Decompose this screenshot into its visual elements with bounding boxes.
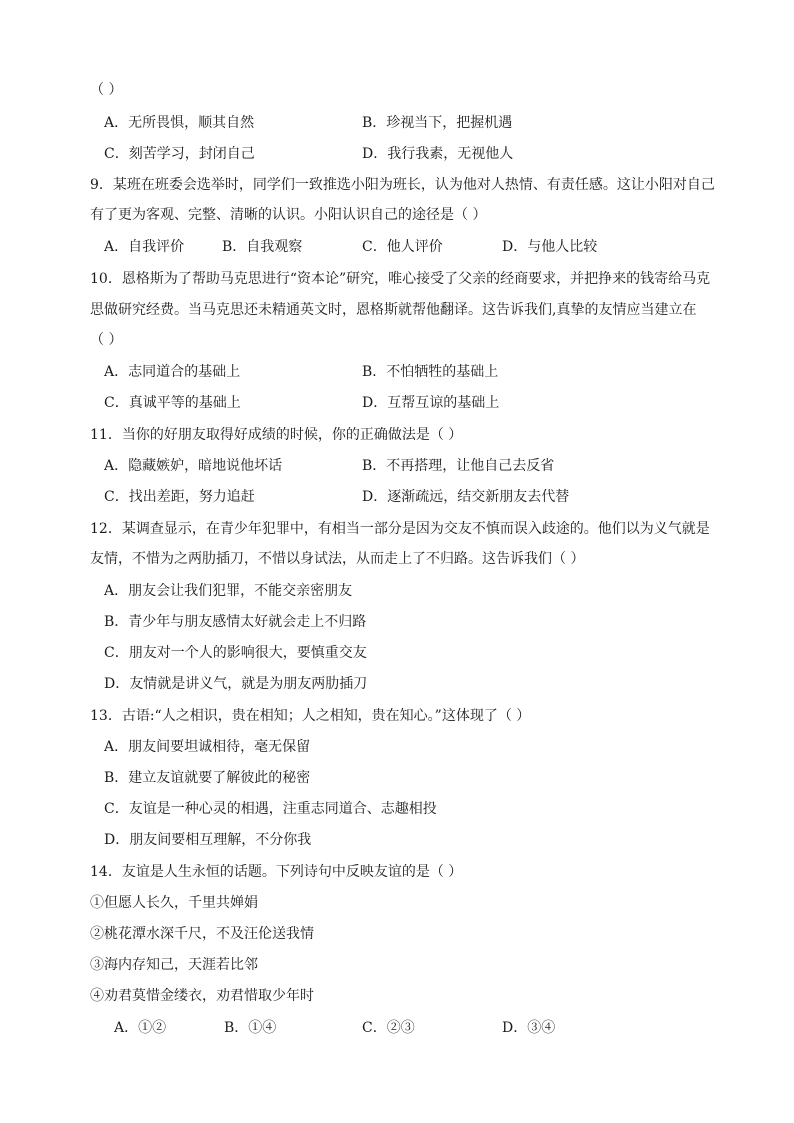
q9-option-c: C．他人评价 <box>362 239 443 255</box>
q8-option-d: D．我行我素，无视他人 <box>362 146 514 162</box>
q9-stem-line1: 9．某班在班委会选举时，同学们一致推选小阳为班长，认为他对人热情、有责任感。这让小阳对自己 <box>90 177 715 193</box>
q9-option-d: D．与他人比较 <box>502 239 598 255</box>
q14-option-d: D．③④ <box>502 1020 556 1036</box>
q14-item-4: ④劝君莫惜金缕衣，劝君惜取少年时 <box>90 988 314 1004</box>
q9-stem-line2: 有了更为客观、完整、清晰的认识。小阳认识自己的途径是（ ） <box>90 207 487 223</box>
q8-option-a: A．无所畏惧，顺其自然 <box>104 115 255 131</box>
q13-option-a: A．朋友间要坦诚相待，毫无保留 <box>104 739 311 755</box>
q10-option-d: D．互帮互谅的基础上 <box>362 395 500 411</box>
q10-option-a: A．志同道合的基础上 <box>104 364 241 380</box>
q11-option-a: A．隐藏嫉妒，暗地说他坏话 <box>104 458 283 474</box>
q11-option-b: B．不再搭理，让他自己去反省 <box>362 458 555 474</box>
q13-stem: 13．古语:“人之相识，贵在相知；人之相知，贵在知心。”这体现了（ ） <box>90 708 531 724</box>
q8-option-c: C．刻苦学习，封闭自己 <box>104 146 255 162</box>
q12-stem-line1: 12．某调查显示，在青少年犯罪中，有相当一部分是因为交友不慎而误入歧途的。他们以为义气就是 <box>90 521 710 537</box>
q14-option-c: C．②③ <box>362 1020 415 1036</box>
q8-option-b: B．珍视当下，把握机遇 <box>362 115 513 131</box>
q14-item-2: ②桃花潭水深千尺，不及汪伦送我情 <box>90 926 314 942</box>
q10-stem-line2: 思做研究经费。当马克思还未精通英文时，恩格斯就帮他翻译。这告诉我们,真挚的友情应当建立在 <box>90 302 697 318</box>
q14-stem: 14．友谊是人生永恒的话题。下列诗句中反映友谊的是（ ） <box>90 864 463 880</box>
q14-option-b: B．①④ <box>224 1020 277 1036</box>
q13-option-c: C．友谊是一种心灵的相遇，注重志同道合、志趣相投 <box>104 801 437 817</box>
q11-option-c: C．找出差距，努力追赶 <box>104 489 255 505</box>
q13-option-d: D．朋友间要相互理解，不分你我 <box>104 832 312 848</box>
q11-stem: 11．当你的好朋友取得好成绩的时候，你的正确做法是（ ） <box>90 427 463 443</box>
q10-answer-bracket: （ ） <box>90 332 123 348</box>
q9-option-b: B．自我观察 <box>222 239 303 255</box>
q12-stem-line2: 友情，不惜为之两肋插刀，不惜以身试法，从而走上了不归路。这告诉我们（ ） <box>90 551 585 567</box>
q9-option-a: A．自我评价 <box>104 239 185 255</box>
q12-option-b: B．青少年与朋友感情太好就会走上不归路 <box>104 614 367 630</box>
q13-option-b: B．建立友谊就要了解彼此的秘密 <box>104 770 311 786</box>
q10-stem-line1: 10．恩格斯为了帮助马克思进行“资本论”研究，唯心接受了父亲的经商要求，并把挣来的钱寄给马克 <box>90 271 711 287</box>
q10-option-b: B．不怕牺牲的基础上 <box>362 364 499 380</box>
q12-option-d: D．友情就是讲义气，就是为朋友两肋插刀 <box>104 676 368 692</box>
q14-item-3: ③海内存知己，天涯若比邻 <box>90 957 258 973</box>
q11-option-d: D．逐渐疏远，结交新朋友去代替 <box>362 489 570 505</box>
q12-option-a: A．朋友会让我们犯罪，不能交亲密朋友 <box>104 583 353 599</box>
q10-option-c: C．真诚平等的基础上 <box>104 395 241 411</box>
q12-option-c: C．朋友对一个人的影响很大，要慎重交友 <box>104 645 367 661</box>
q14-option-a: A．①② <box>114 1020 167 1036</box>
q14-item-1: ①但愿人长久，千里共婵娟 <box>90 895 258 911</box>
q8-answer-bracket: （ ） <box>90 82 123 98</box>
